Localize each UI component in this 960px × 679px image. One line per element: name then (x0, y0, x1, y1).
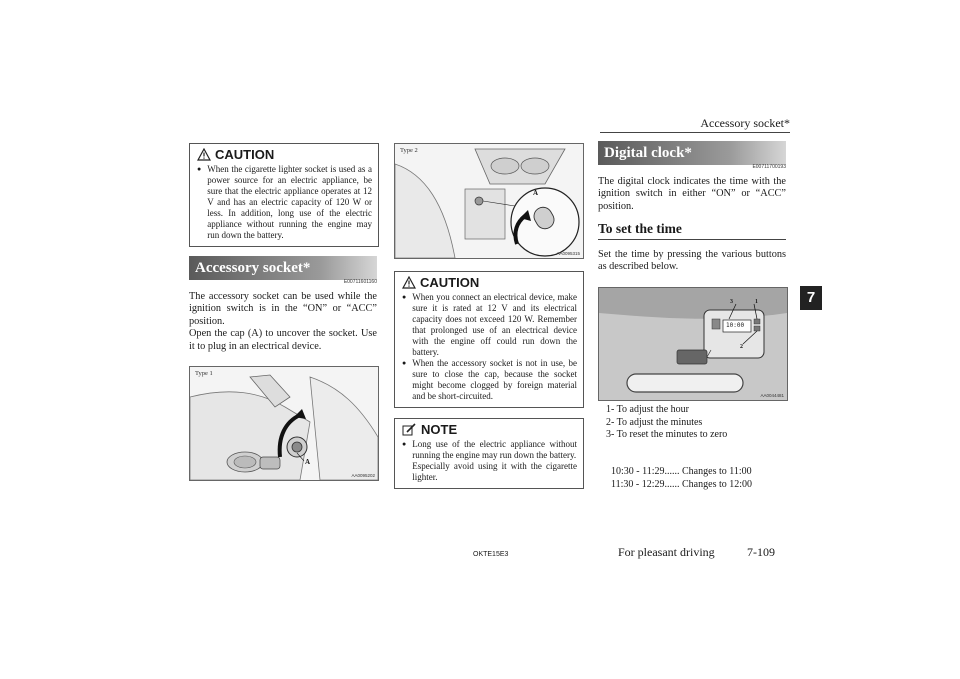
callout-a: A (533, 189, 539, 197)
caution-item (197, 164, 372, 241)
section-code: E00711601160 (343, 279, 377, 285)
accessory-paragraph-1: The accessory socket can be used while the ignition switch is in the “ON” or “ACC” position. (189, 291, 377, 327)
caution-box-left (189, 143, 379, 247)
clock-illustration (599, 288, 787, 400)
subsection-title: To set the time (598, 221, 786, 240)
bullet-icon: ● (402, 293, 407, 301)
note-box (394, 418, 584, 489)
note-pencil-icon (402, 423, 417, 436)
caution-item (402, 292, 577, 358)
legend-item-2: 2- To adjust the minutes (606, 416, 703, 428)
header-rule (600, 132, 790, 133)
figure-code: AA0095202 (351, 473, 375, 478)
page-number: 7-109 (747, 545, 775, 559)
clock-display: 10:00 (726, 322, 745, 329)
figure-label: Type 1 (195, 370, 213, 377)
console-illustration-1 (190, 367, 378, 480)
bullet-icon: ● (197, 165, 202, 173)
warning-triangle-icon (197, 148, 211, 161)
reset-rule-1: 10:30 - 11:29...... Changes to 11:00 (611, 466, 752, 477)
caution-item-text: When you connect an electrical device, make sure it is rated at 12 V and its electrical capacity does not exceed 120 W. Remember that prolonged use of an electrical device with the engine off could run down the battery. (412, 292, 577, 357)
legend-list (606, 404, 727, 442)
clock-intro: The digital clock indicates the time with the ignition switch in either “ON” or “ACC” position. (598, 176, 786, 212)
caution-item-text: When the accessory socket is not in use, be sure to close the cap, because the socket might become clogged by foreign material and be short-circuited. (412, 358, 577, 401)
console-illustration-2 (395, 144, 583, 258)
section-title-accessory-socket: Accessory socket* (189, 256, 377, 280)
callout-a: A (305, 458, 311, 466)
warning-triangle-icon (402, 276, 416, 289)
section-code: E00711700193 (752, 164, 786, 170)
bullet-icon: ● (402, 359, 407, 367)
chapter-tab: 7 (800, 286, 822, 310)
subsection-text: Set the time by pressing the various buttons as described below. (598, 249, 786, 273)
legend-item-3: 3- To reset the minutes to zero (606, 429, 728, 440)
running-head: Accessory socket* (700, 116, 790, 130)
section-title-digital-clock: Digital clock* (598, 141, 786, 165)
caution-item (402, 358, 577, 402)
caution-title-text: CAUTION (420, 275, 480, 290)
accessory-paragraph-2: Open the cap (A) to uncover the socket. Use it to plug in an electrical device. (189, 328, 377, 352)
note-item-text: Long use of the electric appliance without running the engine may run down the battery. Especially avoid using it with the cigarette lighter. (412, 439, 577, 482)
caution-title-text: CAUTION (215, 147, 275, 162)
accessory-intro (189, 291, 377, 353)
footer-section: For pleasant driving (618, 545, 715, 559)
note-item (402, 439, 577, 483)
figure-code: AA0044481 (760, 393, 784, 398)
doc-code: OKTE15E3 (473, 551, 509, 558)
caution-item-text: When the cigarette lighter socket is used as a power source for an electric appliance, be sure that the electric appliance operates at 12 V and has an electric capacity of 120 W or less. In addition, long use of the electric appliance without running the engine may run down the battery. (207, 164, 372, 240)
figure-type-1 (189, 366, 379, 481)
callout-1: 1 (755, 299, 758, 305)
reset-rule-2: 11:30 - 12:29...... Changes to 12:00 (611, 478, 753, 490)
callout-2: 2 (740, 344, 743, 350)
bullet-icon: ● (402, 440, 407, 448)
caution-title (395, 272, 583, 292)
clock-figure (598, 287, 788, 401)
caution-title (190, 144, 378, 164)
caution-box-middle (394, 271, 584, 408)
reset-rules (611, 466, 752, 491)
figure-type-2 (394, 143, 584, 259)
note-title-text: NOTE (421, 422, 458, 437)
note-title (395, 419, 583, 439)
figure-code: AA0095315 (556, 251, 580, 256)
figure-label: Type 2 (400, 147, 418, 154)
legend-item-1: 1- To adjust the hour (606, 404, 689, 415)
callout-3: 3 (730, 299, 733, 305)
